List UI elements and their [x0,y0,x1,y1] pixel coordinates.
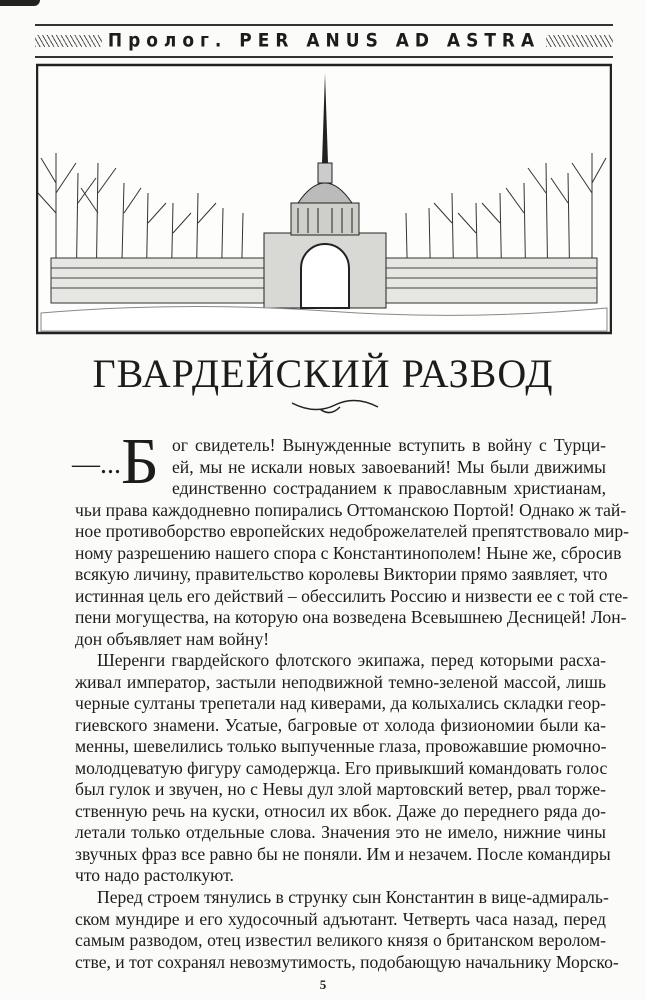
text-line: единственно состраданием к православным христианам, [172,478,606,498]
text-line: гиевского знамени. Усатые, багровые от холода физиономии были ка- [75,714,606,735]
text-line: ог свидетель! Вынужденные вступить в войну с Турци- [172,435,606,455]
text-line: молодцеватую фигуру самодержца. Его привыкший командовать голос [75,757,608,778]
text-line: летали только отдельные слова. Значения это не имело, нижние чины [75,822,606,842]
header-rule-top [35,24,613,26]
text-line: всякую личину, правительство королевы Виктории прямо заявляет, что [75,564,608,584]
text-line: чьи права каждодневно попирались Оттоманскою Портой! Однако ж тай- [75,499,627,520]
text-line: ей, мы не искали новых завоеваний! Мы были движимы [172,456,606,477]
text-line: дон объявляет нам войну! [75,628,270,649]
header-hatch-left [35,35,102,47]
text-line: звучных фраз все равно бы не поняли. Им и незачем. После командиры [75,843,611,864]
text-line: был гулок и звучен, но с Невы дул злой мартовский ветер, рвал торже- [75,779,606,799]
scan-edge-mark [0,0,40,6]
text-line: Перед строем тянулись в струнку сын Константин в вице-адмираль- [97,887,609,907]
paragraph-1-opening [172,435,606,500]
chapter-title: ГВАРДЕЙСКИЙ РАЗВОД [92,351,554,396]
text-line: менны, шевелились только выпученные глаза, провожавшие рюмочно- [75,736,607,756]
text-line: живал император, застыли неподвижной темно-зеленой массой, лишь [75,671,606,692]
text-line: черные султаны трепетали над киверами, да колыхались складки геор- [75,693,606,713]
drop-cap [72,425,168,498]
text-line: стве, и тот сохранял невозмутимость, подобающую начальнику Морско- [75,951,619,972]
paragraph-3 [75,887,619,973]
running-title: Пролог. PER ANUS AD ASTRA [107,30,541,52]
drop-cap-prefix: —... [72,449,121,480]
text-line: ском мундире и его худосочный адъютант. Четверть часа назад, перед [75,908,606,929]
text-line: ственную речь на куски, относил их вбок. Даже до переднего ряда до- [75,800,606,821]
running-header [35,29,613,53]
header-rule-bottom [35,56,613,58]
text-line: что надо растолкуют. [75,865,234,885]
text-line: ное противоборство европейских недоброжелателей препятствовало мир- [75,521,629,541]
text-line: истинная цель его действий – обессилить Россию и низвести ее с той сте- [75,585,629,606]
paragraph-2 [75,650,611,887]
text-line: ному разрешению нашего спора с Константинополем! Ныне же, сбросив [75,542,622,563]
text-line: Шеренги гвардейского флотского экипажа, перед которыми расха- [97,650,606,670]
title-ornament-icon [290,395,380,417]
text-line: пени могущества, на которую она возведена Всевышнею Десницей! Лон- [75,607,627,627]
admiralty-illustration [36,63,612,335]
paragraph-1 [75,499,629,651]
page-number: 5 [319,977,327,992]
drop-cap-letter: Б [121,425,159,498]
text-line: самым разводом, отец известил великого князя о британском веролом- [75,930,606,950]
header-hatch-right [546,35,613,47]
